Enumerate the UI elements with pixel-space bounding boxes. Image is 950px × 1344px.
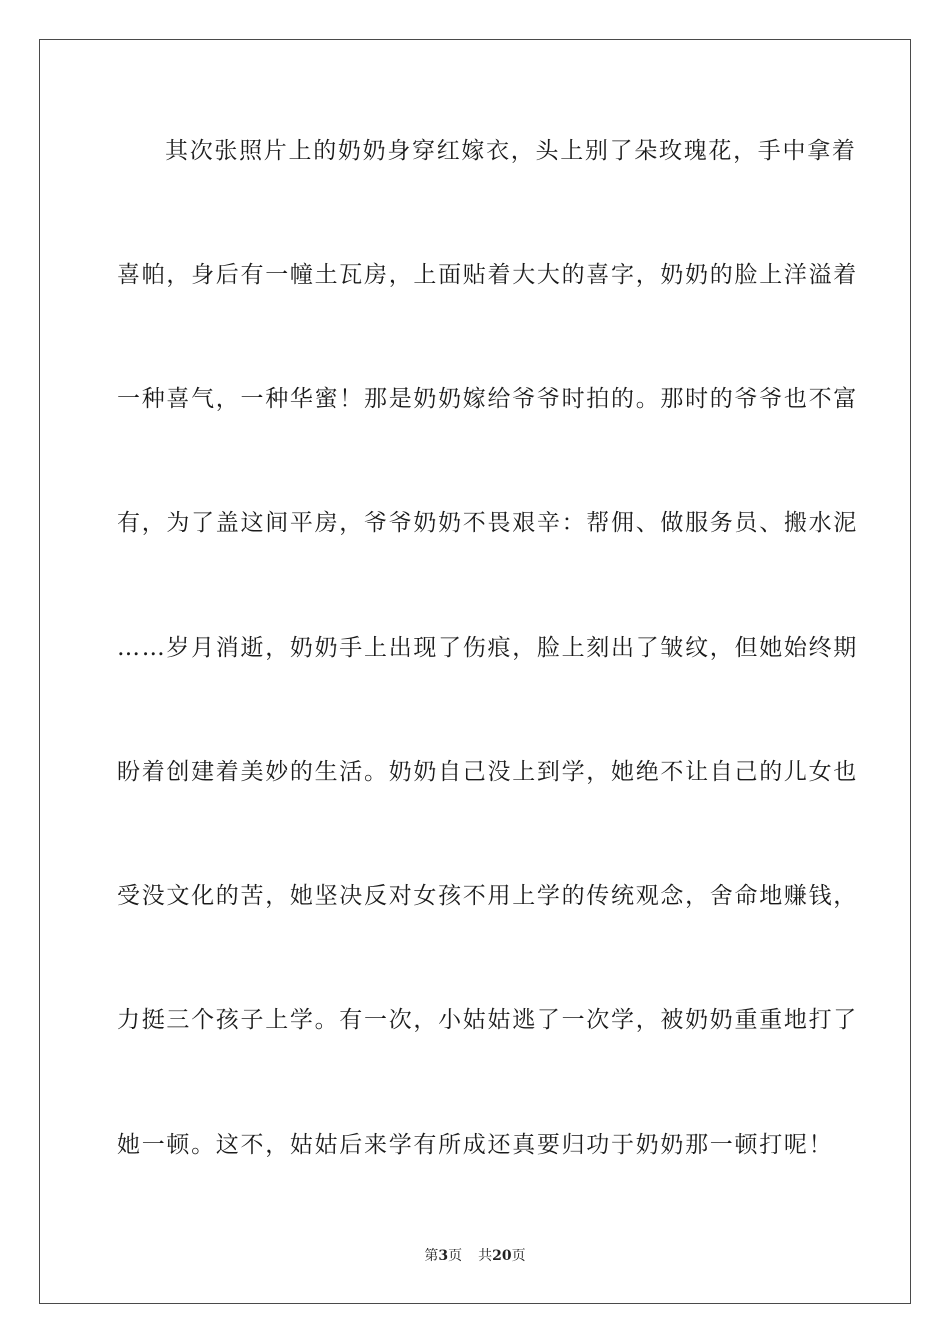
paragraph-line-8: 力挺三个孩子上学。有一次，小姑姑逃了一次学，被奶奶重重地打了	[117, 1007, 858, 1033]
paragraph-line-5: ……岁月消逝，奶奶手上出现了伤痕，脸上刻出了皱纹，但她始终期	[117, 635, 858, 661]
paragraph-line-6: 盼着创建着美妙的生活。奶奶自己没上到学，她绝不让自己的儿女也	[117, 759, 858, 785]
paragraph-line-7: 受没文化的苦，她坚决反对女孩不用上学的传统观念，舍命地赚钱，	[117, 883, 858, 909]
total-label-prefix: 共	[478, 1248, 493, 1264]
page-border	[39, 39, 911, 1304]
page-number: 3	[438, 1248, 449, 1264]
paragraph-line-3: 一种喜气，一种华蜜！那是奶奶嫁给爷爷时拍的。那时的爷爷也不富	[117, 386, 858, 412]
total-pages: 20	[492, 1248, 512, 1264]
page-footer	[0, 1247, 950, 1265]
paragraph-line-4: 有，为了盖这间平房，爷爷奶奶不畏艰辛：帮佣、做服务员、搬水泥	[117, 510, 858, 536]
total-label-suffix: 页	[511, 1248, 526, 1264]
page-label-suffix: 页	[448, 1248, 463, 1264]
paragraph-line-2: 喜帕，身后有一幢土瓦房，上面贴着大大的喜字，奶奶的脸上洋溢着	[117, 262, 858, 288]
paragraph-line-1: 其次张照片上的奶奶身穿红嫁衣，头上别了朵玫瑰花，手中拿着	[165, 138, 857, 164]
paragraph-line-9: 她一顿。这不，姑姑后来学有所成还真要归功于奶奶那一顿打呢！	[117, 1132, 834, 1158]
page-label-prefix: 第	[424, 1248, 439, 1264]
